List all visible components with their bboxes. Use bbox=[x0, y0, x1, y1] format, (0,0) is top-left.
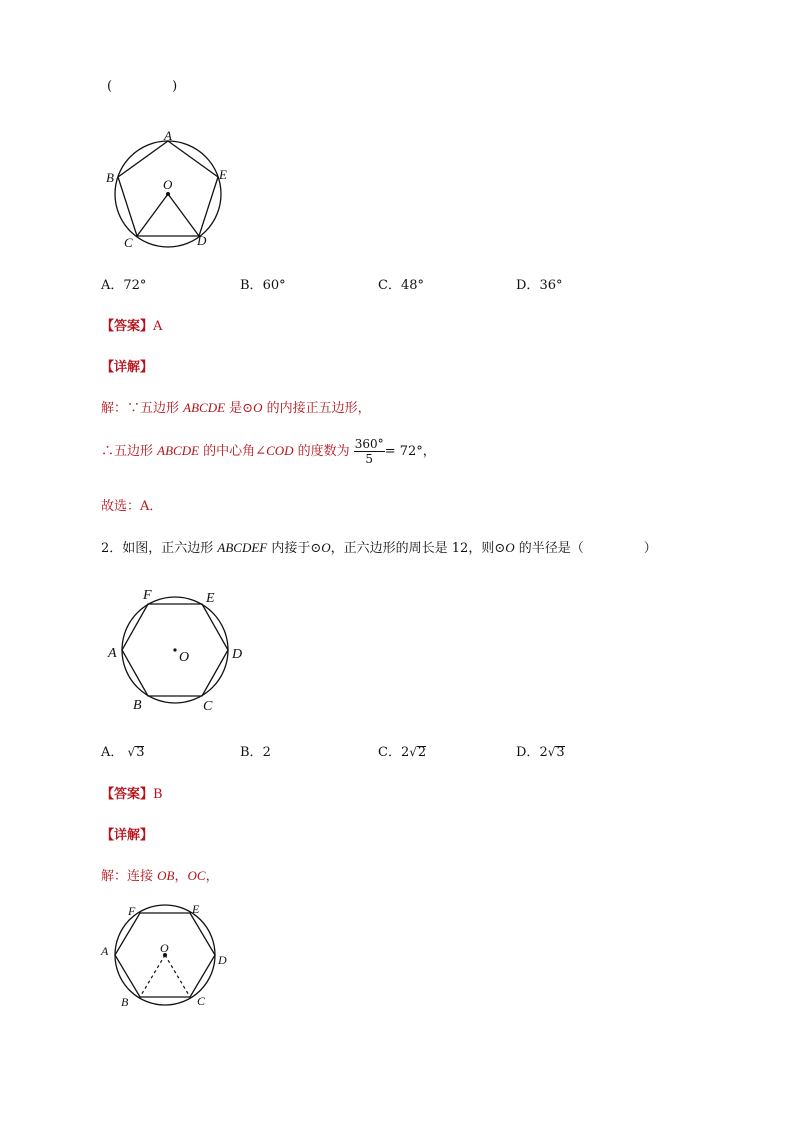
q1-label-E: E bbox=[219, 167, 227, 182]
q1-option-c: C．48° bbox=[378, 278, 424, 293]
answer-label: 【答案】 bbox=[101, 319, 154, 334]
q2s-label-F: F bbox=[128, 904, 136, 918]
q2-stem: 2．如图，正六边形 ABCDEF 内接于⊙O，正六边形的周长是 12，则⊙O 的半径是（ ） bbox=[101, 540, 657, 556]
q1-label-A: A bbox=[164, 128, 172, 143]
q1-conclusion: 故选：A． bbox=[101, 499, 163, 514]
q2s-label-B: B bbox=[121, 995, 129, 1009]
q2-label-B: B bbox=[133, 698, 142, 713]
q1-pentagon-figure bbox=[100, 125, 240, 250]
q2s-label-C: C bbox=[197, 994, 206, 1008]
q1-option-b: B．60° bbox=[240, 278, 286, 293]
q2-option-a: A． √3 bbox=[101, 745, 145, 760]
q2-label-E: E bbox=[206, 591, 215, 606]
q2s-label-O: O bbox=[160, 941, 169, 955]
q1-label-O: O bbox=[163, 177, 173, 192]
answer-value: A bbox=[153, 319, 163, 334]
q2-option-c: C．2√2 bbox=[378, 745, 427, 760]
q2-label-C: C bbox=[203, 699, 213, 714]
q2-option-b: B．2 bbox=[240, 745, 271, 760]
answer-label: 【答案】 bbox=[101, 787, 154, 802]
q2-solution-line1: 解：连接 OB，OC， bbox=[101, 868, 219, 884]
q1-paren: ( ) bbox=[107, 79, 178, 94]
q2-option-d: D．2√3 bbox=[516, 745, 565, 760]
q2s-label-D: D bbox=[218, 953, 227, 967]
fraction: $\frac{360^\circ}{5}$ bbox=[354, 437, 384, 466]
q2-detail-label: 【详解】 bbox=[101, 828, 154, 843]
q1-answer bbox=[101, 315, 162, 334]
q2-answer bbox=[101, 783, 163, 802]
q2-label-D: D bbox=[232, 647, 243, 662]
q1-label-D: D bbox=[197, 233, 207, 248]
q1-detail-label: 【详解】 bbox=[101, 360, 154, 375]
q1-solution-line2: ∴五边形 ABCDE 的中心角∠COD 的度数为 $\frac{360^\circ}{5}$ = 72°， bbox=[101, 437, 436, 466]
q1-label-B: B bbox=[106, 170, 114, 185]
q2-hexagon-figure bbox=[102, 585, 252, 715]
q2-label-O: O bbox=[179, 650, 190, 665]
q2-label-F: F bbox=[143, 588, 152, 603]
answer-value: B bbox=[153, 787, 163, 802]
q1-solution-line1: 解：∵五边形 ABCDE 是⊙O 的内接正五边形， bbox=[101, 400, 371, 416]
q1-option-d: D．36° bbox=[516, 278, 563, 293]
q1-option-a: A．72° bbox=[101, 278, 147, 293]
q2s-label-E: E bbox=[192, 902, 200, 916]
q2-solution-figure bbox=[98, 898, 238, 1013]
q1-label-C: C bbox=[124, 235, 133, 250]
q2-label-A: A bbox=[108, 646, 117, 661]
q2s-label-A: A bbox=[101, 944, 109, 958]
